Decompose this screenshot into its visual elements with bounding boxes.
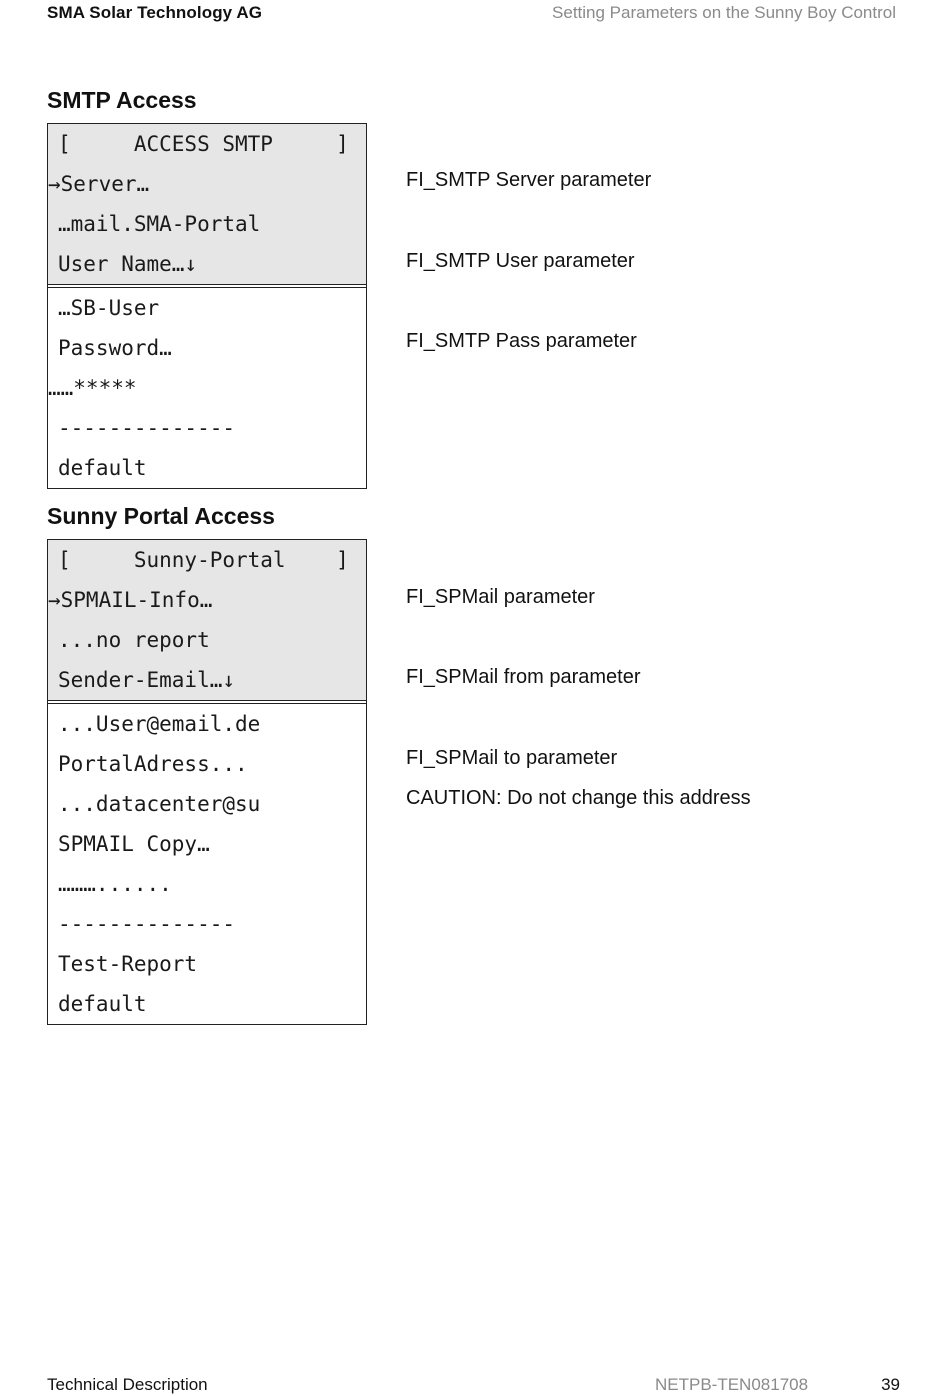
lcd-row: default xyxy=(58,456,147,480)
lcd-row: [ ACCESS SMTP ] xyxy=(58,132,349,156)
lcd-row: ...no report xyxy=(58,628,210,652)
lcd-row: User Name…↓ xyxy=(58,252,198,276)
lcd-row: …SB-User xyxy=(58,296,160,320)
lcd-row: ...User@email.de xyxy=(58,712,261,736)
portal-from-description: FI_SPMail from parameter xyxy=(406,666,641,688)
smtp-lcd-screen-2 xyxy=(48,287,366,488)
portal-caution-note: CAUTION: Do not change this address xyxy=(406,787,751,809)
lcd-row: Password… xyxy=(58,336,172,360)
lcd-row: ………...... xyxy=(58,872,172,896)
smtp-lcd-screen-1 xyxy=(48,124,366,285)
lcd-row: -------------- xyxy=(58,416,236,440)
lcd-row: PortalAdress... xyxy=(58,752,248,776)
smtp-section-title: SMTP Access xyxy=(47,87,197,113)
smtp-pass-description: FI_SMTP Pass parameter xyxy=(406,330,637,352)
footer-doc-code: NETPB-TEN081708 xyxy=(655,1375,809,1394)
lcd-row: Test-Report xyxy=(58,952,198,976)
lcd-row: SPMAIL Copy… xyxy=(58,832,210,856)
footer-page-number: 39 xyxy=(881,1375,900,1394)
portal-lcd-screen-1 xyxy=(48,540,366,701)
portal-lcd-screen-2 xyxy=(48,703,366,1024)
portal-to-description: FI_SPMail to parameter xyxy=(406,747,618,769)
lcd-row: …mail.SMA-Portal xyxy=(58,212,261,236)
portal-spmail-description: FI_SPMail parameter xyxy=(406,586,595,608)
lcd-row-selected: →SPMAIL-Info… xyxy=(48,588,213,612)
footer-doc-type: Technical Description xyxy=(47,1375,208,1394)
smtp-server-description: FI_SMTP Server parameter xyxy=(406,169,652,191)
lcd-row: Sender-Email…↓ xyxy=(58,668,236,692)
lcd-row: [ Sunny-Portal ] xyxy=(58,548,349,572)
lcd-row: ……***** xyxy=(48,376,137,400)
lcd-row-selected: →Server… xyxy=(48,172,150,196)
header-section-title: Setting Parameters on the Sunny Boy Control xyxy=(552,3,896,22)
smtp-user-description: FI_SMTP User parameter xyxy=(406,250,635,272)
lcd-row: default xyxy=(58,992,147,1016)
header-company: SMA Solar Technology AG xyxy=(47,3,263,22)
lcd-row: ...datacenter@su xyxy=(58,792,261,816)
portal-section-title: Sunny Portal Access xyxy=(47,503,275,529)
smtp-lcd-display xyxy=(47,123,367,489)
portal-lcd-display xyxy=(47,539,367,1025)
lcd-row: -------------- xyxy=(58,912,236,936)
